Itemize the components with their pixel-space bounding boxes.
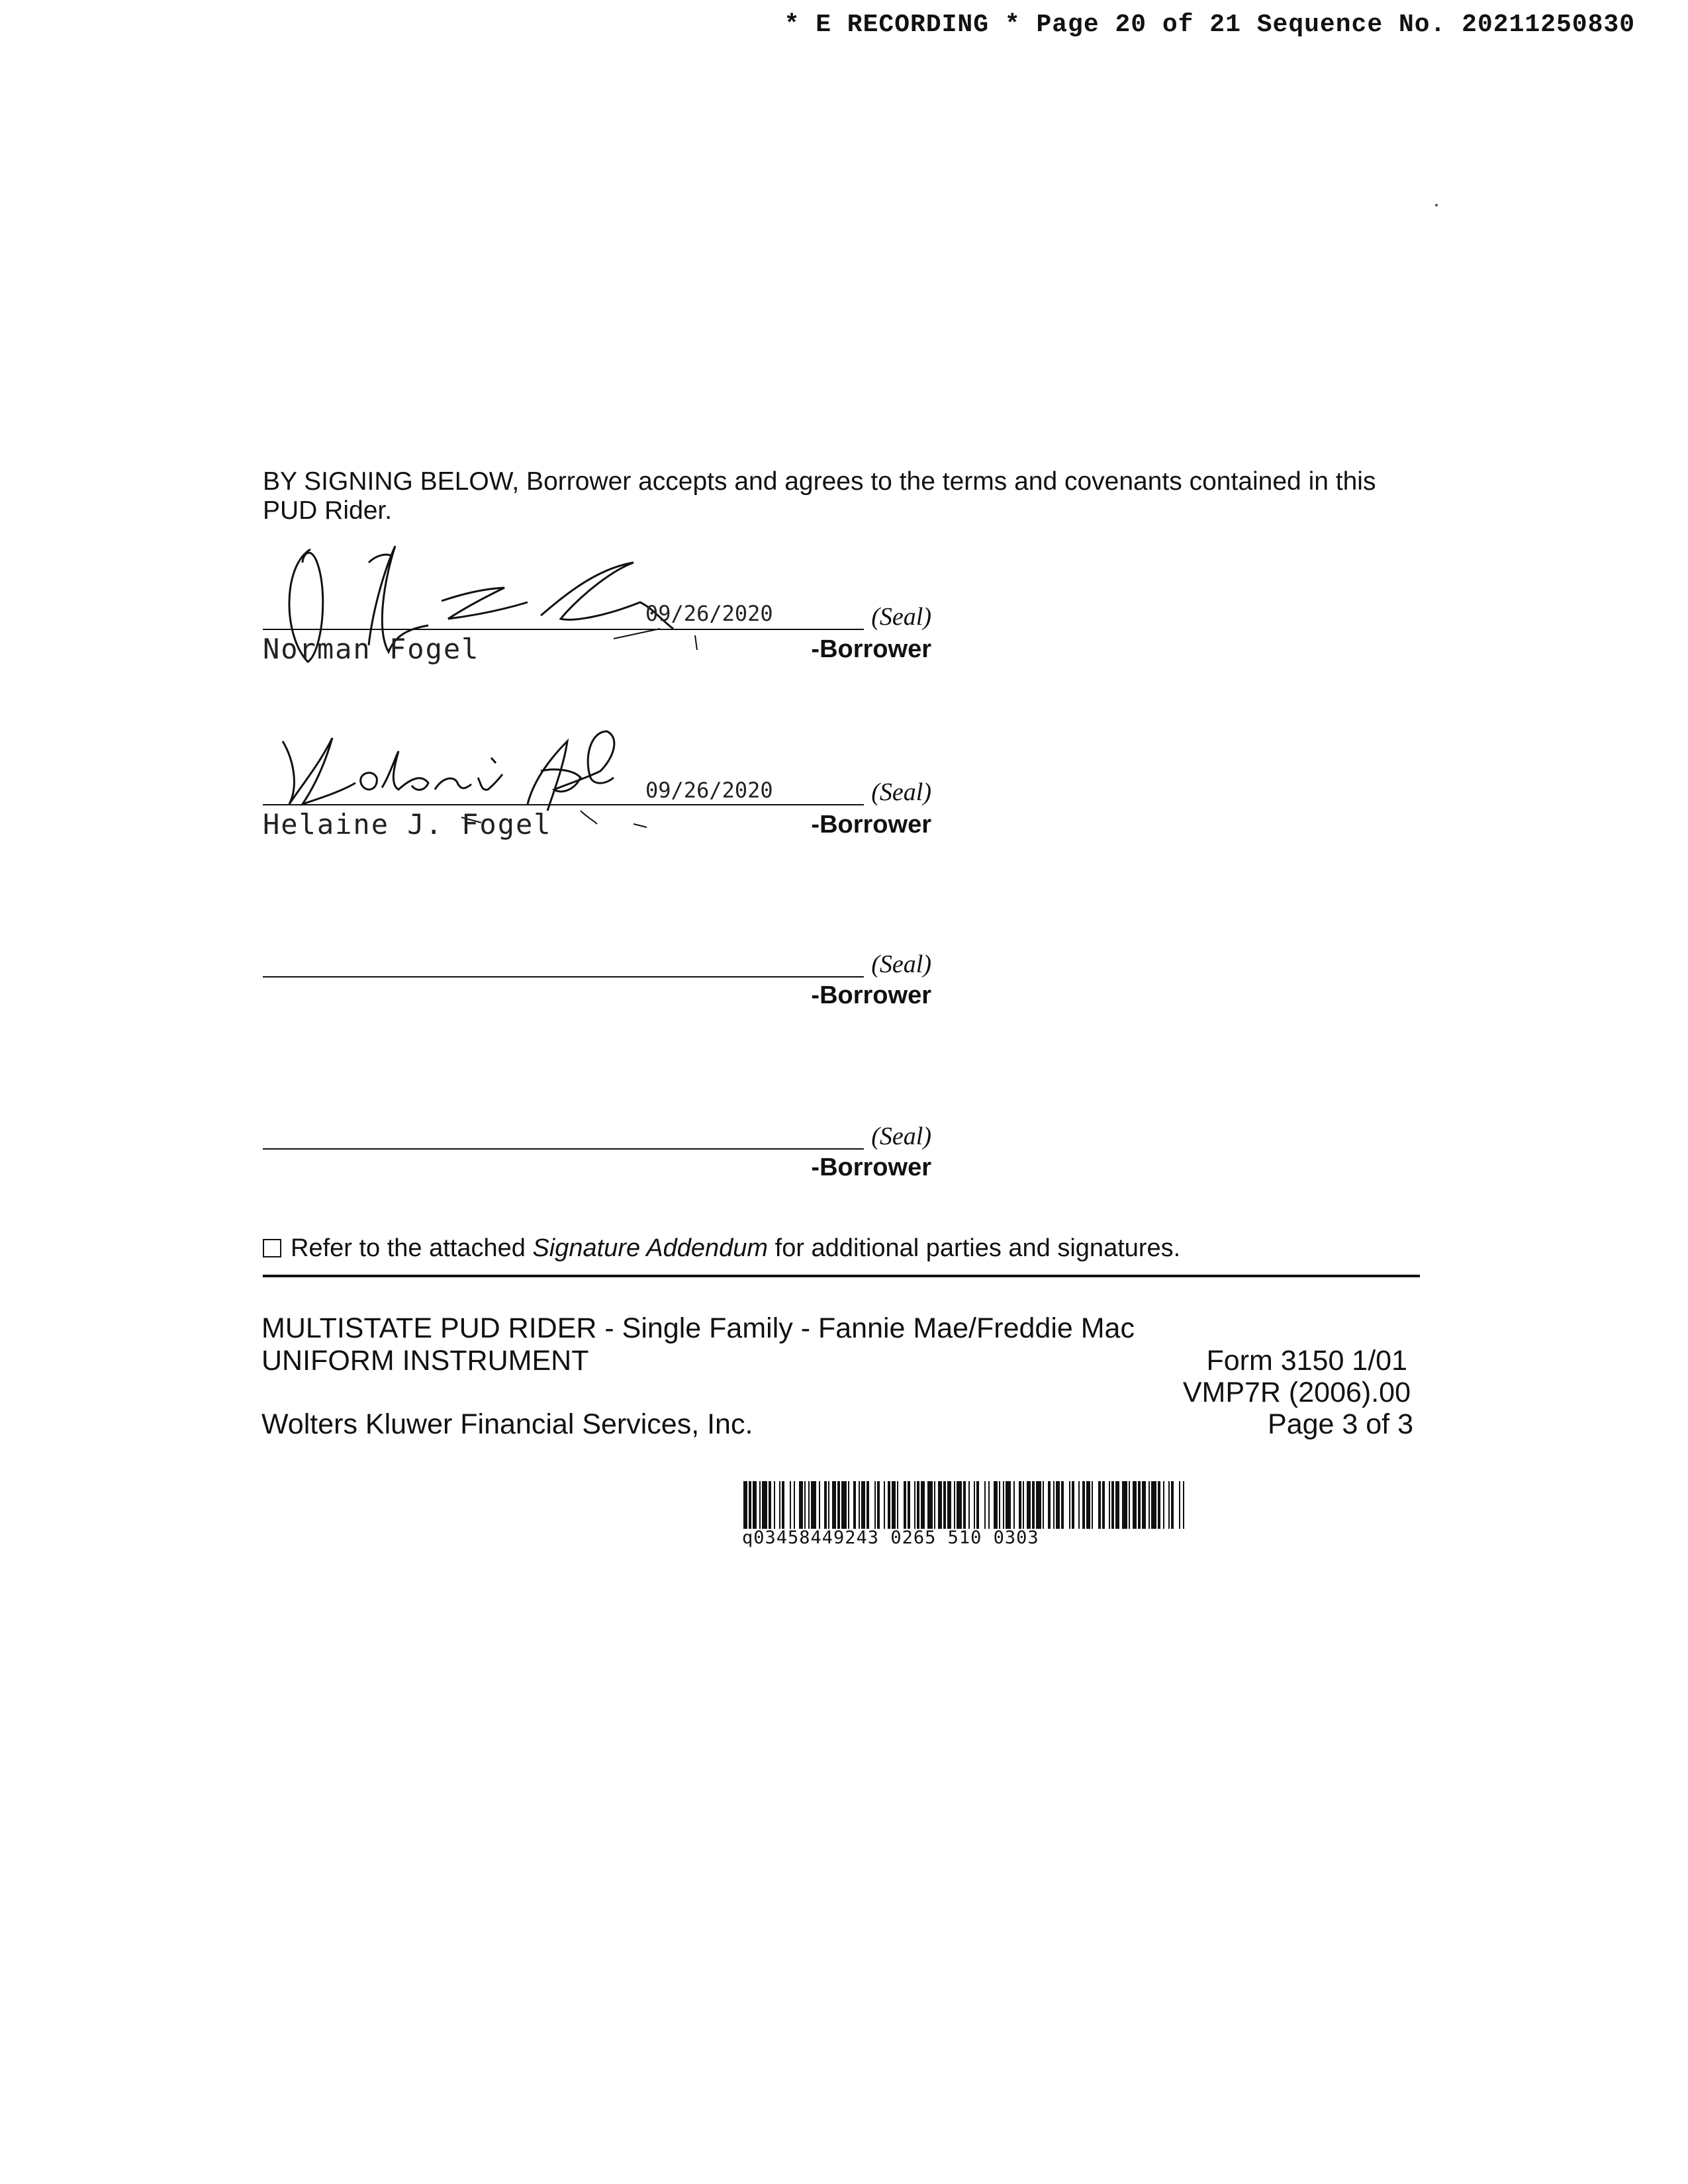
barcode-bar bbox=[1003, 1481, 1004, 1529]
barcode-bar bbox=[1053, 1481, 1055, 1529]
barcode-bar bbox=[1111, 1481, 1114, 1529]
barcode-bar bbox=[884, 1481, 885, 1529]
seal-label: (Seal) bbox=[871, 1122, 931, 1150]
barcode-bar bbox=[1056, 1481, 1060, 1529]
barcode-bar bbox=[1098, 1481, 1101, 1529]
barcode-bar bbox=[927, 1481, 933, 1529]
barcode-bar bbox=[1109, 1481, 1110, 1529]
signer-name: Helaine J. Fogel bbox=[263, 808, 552, 841]
barcode-bar bbox=[828, 1481, 829, 1529]
seal-label: (Seal) bbox=[871, 950, 931, 978]
barcode-bar bbox=[837, 1481, 840, 1529]
page-number: Page 3 of 3 bbox=[1268, 1408, 1413, 1440]
footer-divider bbox=[263, 1275, 1420, 1277]
barcode-bar bbox=[914, 1481, 915, 1529]
barcode-bar bbox=[1082, 1481, 1085, 1529]
barcode-bar bbox=[1061, 1481, 1064, 1529]
barcode-bar bbox=[749, 1481, 751, 1529]
barcode-bar bbox=[1102, 1481, 1105, 1529]
barcode-bar bbox=[1027, 1481, 1031, 1529]
barcode-bar bbox=[1069, 1481, 1070, 1529]
barcode-bar bbox=[799, 1481, 803, 1529]
barcode-bar bbox=[1019, 1481, 1021, 1529]
barcode-bar bbox=[1043, 1481, 1044, 1529]
barcode-bar bbox=[848, 1481, 849, 1529]
barcode-bar bbox=[994, 1481, 998, 1529]
signature-line bbox=[263, 629, 864, 630]
barcode-bar bbox=[1023, 1481, 1024, 1529]
form-title-line2: UNIFORM INSTRUMENT bbox=[261, 1345, 589, 1377]
barcode-bar bbox=[963, 1481, 966, 1529]
barcode-bar bbox=[1142, 1481, 1146, 1529]
barcode-bar bbox=[743, 1481, 747, 1529]
addendum-text-after: for additional parties and signatures. bbox=[768, 1234, 1181, 1262]
barcode-bar bbox=[1072, 1481, 1074, 1529]
barcode-bar bbox=[1133, 1481, 1137, 1529]
signature-line bbox=[263, 804, 864, 805]
borrower-label: -Borrower bbox=[811, 811, 931, 839]
barcode-bar bbox=[1006, 1481, 1011, 1529]
barcode-bar bbox=[804, 1481, 806, 1529]
barcode-bar bbox=[988, 1481, 990, 1529]
addendum-text-emphasis: Signature Addendum bbox=[532, 1234, 769, 1262]
barcode-bar bbox=[888, 1481, 890, 1529]
barcode-bar bbox=[1138, 1481, 1141, 1529]
barcode-bar bbox=[832, 1481, 836, 1529]
barcode-bar bbox=[947, 1481, 951, 1529]
barcode-bar bbox=[976, 1481, 979, 1529]
seal-label: (Seal) bbox=[871, 778, 931, 806]
signature-block-4 bbox=[263, 1056, 938, 1181]
barcode-bar bbox=[1179, 1481, 1180, 1529]
signature-addendum-note bbox=[263, 1234, 1428, 1263]
barcode-bar bbox=[1168, 1481, 1170, 1529]
barcode-bar bbox=[1032, 1481, 1035, 1529]
barcode-bar bbox=[769, 1481, 771, 1529]
barcode-bar bbox=[917, 1481, 919, 1529]
signature-block-3 bbox=[263, 884, 938, 1009]
barcode-bar bbox=[1129, 1481, 1130, 1529]
form-title-line1: MULTISTATE PUD RIDER - Single Family - Fannie Mae/Freddie Mac bbox=[261, 1312, 1135, 1344]
barcode-bar bbox=[1149, 1481, 1150, 1529]
barcode-bar bbox=[897, 1481, 898, 1529]
barcode-bar bbox=[1036, 1481, 1041, 1529]
scan-speck bbox=[1435, 204, 1438, 206]
barcode-bar bbox=[808, 1481, 810, 1529]
signature-line bbox=[263, 1148, 864, 1150]
barcode-bar bbox=[753, 1481, 757, 1529]
barcode-bar bbox=[943, 1481, 946, 1529]
document-barcode bbox=[742, 1481, 1190, 1529]
barcode-bar bbox=[1013, 1481, 1015, 1529]
signer-name: Norman Fogel bbox=[263, 633, 480, 665]
signature-block-2 bbox=[263, 711, 938, 841]
barcode-bar bbox=[1086, 1481, 1090, 1529]
barcode-bar bbox=[1122, 1481, 1127, 1529]
barcode-bar bbox=[819, 1481, 820, 1529]
barcode-bar bbox=[974, 1481, 975, 1529]
barcode-bar bbox=[774, 1481, 775, 1529]
addendum-text-before: Refer to the attached bbox=[291, 1234, 533, 1262]
barcode-number: q03458449243 0265 510 0303 bbox=[742, 1527, 1039, 1548]
barcode-bar bbox=[877, 1481, 880, 1529]
intro-paragraph: BY SIGNING BELOW, Borrower accepts and agrees to the terms and covenants contained in this PUD Rider. bbox=[263, 467, 1376, 525]
borrower-label: -Borrower bbox=[811, 1154, 931, 1181]
seal-label: (Seal) bbox=[871, 603, 931, 631]
barcode-bar bbox=[874, 1481, 876, 1529]
recording-stamp: * E RECORDING * Page 20 of 21 Sequence No. 20211250830 bbox=[784, 11, 1635, 39]
signature-date: 09/26/2020 bbox=[645, 778, 773, 803]
barcode-bar bbox=[938, 1481, 942, 1529]
barcode-bar bbox=[908, 1481, 910, 1529]
barcode-bar bbox=[1171, 1481, 1174, 1529]
barcode-bar bbox=[811, 1481, 816, 1529]
barcode-bar bbox=[779, 1481, 780, 1529]
barcode-bar bbox=[954, 1481, 955, 1529]
barcode-bar bbox=[1163, 1481, 1164, 1529]
barcode-bar bbox=[892, 1481, 896, 1529]
form-version: VMP7R (2006).00 bbox=[1182, 1377, 1411, 1408]
barcode-bar bbox=[984, 1481, 986, 1529]
signature-date: 09/26/2020 bbox=[645, 601, 773, 626]
barcode-bar bbox=[921, 1481, 925, 1529]
barcode-bar bbox=[794, 1481, 795, 1529]
barcode-bar bbox=[1115, 1481, 1119, 1529]
barcode-bar bbox=[1048, 1481, 1051, 1529]
barcode-bar bbox=[999, 1481, 1000, 1529]
borrower-label: -Borrower bbox=[811, 981, 931, 1009]
barcode-bar bbox=[934, 1481, 935, 1529]
barcode-bar bbox=[1151, 1481, 1156, 1529]
barcode-bar bbox=[762, 1481, 767, 1529]
signature-block-1 bbox=[263, 536, 938, 665]
barcode-bar bbox=[1183, 1481, 1184, 1529]
barcode-bar bbox=[1092, 1481, 1093, 1529]
barcode-bar bbox=[759, 1481, 761, 1529]
barcode-bar bbox=[841, 1481, 847, 1529]
barcode-bar bbox=[790, 1481, 791, 1529]
borrower-label: -Borrower bbox=[811, 635, 931, 663]
barcode-bar bbox=[782, 1481, 784, 1529]
barcode-bar bbox=[861, 1481, 865, 1529]
barcode-bar bbox=[859, 1481, 860, 1529]
barcode-bar bbox=[824, 1481, 827, 1529]
publisher-name: Wolters Kluwer Financial Services, Inc. bbox=[261, 1408, 753, 1440]
signature-line bbox=[263, 976, 864, 978]
form-number: Form 3150 1/01 bbox=[1206, 1345, 1407, 1377]
barcode-bar bbox=[968, 1481, 970, 1529]
barcode-bar bbox=[853, 1481, 856, 1529]
barcode-bar bbox=[957, 1481, 962, 1529]
barcode-bar bbox=[904, 1481, 906, 1529]
barcode-bar bbox=[867, 1481, 869, 1529]
barcode-bar bbox=[1078, 1481, 1080, 1529]
addendum-checkbox[interactable] bbox=[263, 1239, 281, 1257]
barcode-bar bbox=[1158, 1481, 1160, 1529]
